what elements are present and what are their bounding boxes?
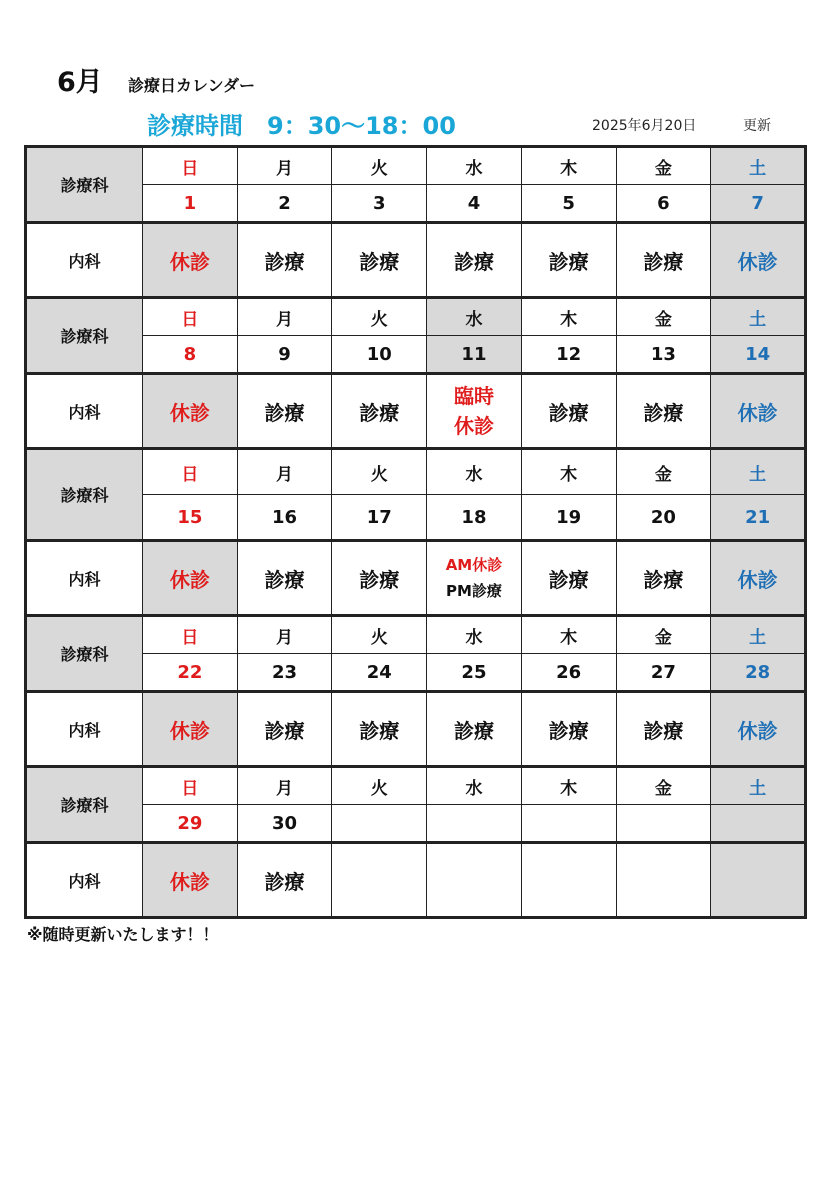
dept-header: 診療科 — [26, 767, 143, 843]
date-cell: 27 — [616, 654, 711, 692]
weekday-mon: 月 — [237, 767, 332, 805]
status-cell — [711, 843, 806, 918]
weekday-fri: 金 — [616, 298, 711, 336]
date-row — [26, 654, 806, 692]
weekday-wed: 水 — [427, 449, 522, 495]
status-cell: 診療 — [332, 374, 427, 449]
date-cell: 3 — [332, 185, 427, 223]
date-cell: 13 — [616, 336, 711, 374]
weekday-wed: 水 — [427, 298, 522, 336]
date-cell: 7 — [711, 185, 806, 223]
date-cell: 17 — [332, 495, 427, 541]
weekday-sat: 土 — [711, 298, 806, 336]
status-cell: 診療 — [521, 223, 616, 298]
dept-name: 内科 — [26, 223, 143, 298]
weekday-sun: 日 — [143, 147, 238, 185]
dept-header: 診療科 — [26, 147, 143, 223]
weekday-wed: 水 — [427, 616, 522, 654]
weekday-tue: 火 — [332, 298, 427, 336]
dept-header: 診療科 — [26, 298, 143, 374]
status-cell: 休診 — [143, 541, 238, 616]
status-cell: 診療 — [616, 692, 711, 767]
status-cell: 診療 — [616, 541, 711, 616]
date-cell: 26 — [521, 654, 616, 692]
clinic-hours: 診療時間 9：30～18：00 — [147, 112, 456, 140]
am-closed-text: AM休診 — [445, 556, 503, 574]
updated-label: 更新 — [743, 118, 771, 134]
status-cell — [616, 843, 711, 918]
weekday-row — [26, 449, 806, 495]
date-cell: 11 — [427, 336, 522, 374]
weekday-tue: 火 — [332, 767, 427, 805]
status-cell: 休診 — [143, 223, 238, 298]
weekday-sun: 日 — [143, 767, 238, 805]
date-cell: 5 — [521, 185, 616, 223]
status-cell: 診療 — [237, 541, 332, 616]
date-cell: 23 — [237, 654, 332, 692]
weekday-row — [26, 147, 806, 185]
weekday-row — [26, 616, 806, 654]
calendar-table — [24, 145, 807, 919]
status-row — [26, 692, 806, 767]
date-cell: 20 — [616, 495, 711, 541]
weekday-tue: 火 — [332, 449, 427, 495]
date-cell: 4 — [427, 185, 522, 223]
status-cell: 診療 — [427, 692, 522, 767]
status-row — [26, 843, 806, 918]
date-cell: 2 — [237, 185, 332, 223]
status-cell: 診療 — [237, 374, 332, 449]
weekday-tue: 火 — [332, 616, 427, 654]
status-cell: 診療 — [237, 692, 332, 767]
date-cell: 16 — [237, 495, 332, 541]
weekday-row — [26, 298, 806, 336]
date-cell: 8 — [143, 336, 238, 374]
weekday-mon: 月 — [237, 616, 332, 654]
weekday-sat: 土 — [711, 147, 806, 185]
status-cell: 診療 — [521, 692, 616, 767]
dept-name: 内科 — [26, 692, 143, 767]
footer-note: ※随時更新いたします！！ — [27, 925, 219, 944]
date-row — [26, 185, 806, 223]
status-cell: 休診 — [143, 692, 238, 767]
date-cell: 28 — [711, 654, 806, 692]
status-cell: 休診 — [711, 374, 806, 449]
pm-open-text: PM診療 — [446, 582, 502, 600]
status-cell — [427, 843, 522, 918]
status-cell: 診療 — [521, 541, 616, 616]
date-row — [26, 336, 806, 374]
weekday-sat: 土 — [711, 767, 806, 805]
weekday-wed: 水 — [427, 767, 522, 805]
date-cell: 25 — [427, 654, 522, 692]
date-cell: 21 — [711, 495, 806, 541]
status-cell: 診療 — [616, 374, 711, 449]
date-cell — [616, 805, 711, 843]
status-cell: 休診 — [143, 843, 238, 918]
status-cell: 診療 — [332, 223, 427, 298]
special-closure-line2: 休診 — [453, 414, 494, 438]
weekday-fri: 金 — [616, 616, 711, 654]
weekday-fri: 金 — [616, 767, 711, 805]
weekday-sun: 日 — [143, 298, 238, 336]
weekday-thu: 木 — [521, 147, 616, 185]
dept-name: 内科 — [26, 843, 143, 918]
status-row — [26, 374, 806, 449]
date-cell — [332, 805, 427, 843]
status-row — [26, 223, 806, 298]
date-cell: 30 — [237, 805, 332, 843]
date-cell: 18 — [427, 495, 522, 541]
weekday-wed: 水 — [427, 147, 522, 185]
weekday-thu: 木 — [521, 616, 616, 654]
weekday-sun: 日 — [143, 449, 238, 495]
date-cell: 9 — [237, 336, 332, 374]
status-cell: 診療 — [427, 223, 522, 298]
weekday-mon: 月 — [237, 449, 332, 495]
special-closure-line1: 臨時 — [453, 384, 494, 408]
status-cell: 診療 — [237, 223, 332, 298]
weekday-sun: 日 — [143, 616, 238, 654]
weekday-thu: 木 — [521, 449, 616, 495]
date-cell: 1 — [143, 185, 238, 223]
status-cell — [332, 843, 427, 918]
weekday-sat: 土 — [711, 616, 806, 654]
date-row — [26, 805, 806, 843]
weekday-mon: 月 — [237, 298, 332, 336]
dept-name: 内科 — [26, 541, 143, 616]
status-cell: 休診 — [711, 692, 806, 767]
status-cell-am-pm — [427, 541, 522, 616]
date-cell: 6 — [616, 185, 711, 223]
weekday-fri: 金 — [616, 147, 711, 185]
date-cell — [711, 805, 806, 843]
status-cell: 休診 — [711, 541, 806, 616]
status-cell: 休診 — [711, 223, 806, 298]
dept-header: 診療科 — [26, 616, 143, 692]
date-cell: 24 — [332, 654, 427, 692]
status-cell: 診療 — [332, 692, 427, 767]
weekday-mon: 月 — [237, 147, 332, 185]
weekday-fri: 金 — [616, 449, 711, 495]
date-cell: 19 — [521, 495, 616, 541]
weekday-sat: 土 — [711, 449, 806, 495]
date-cell: 10 — [332, 336, 427, 374]
date-cell — [521, 805, 616, 843]
dept-header: 診療科 — [26, 449, 143, 541]
month-title: 6月 — [57, 67, 103, 98]
date-cell: 12 — [521, 336, 616, 374]
status-cell — [521, 843, 616, 918]
date-cell — [427, 805, 522, 843]
date-row — [26, 495, 806, 541]
status-cell: 診療 — [237, 843, 332, 918]
status-cell: 診療 — [521, 374, 616, 449]
status-row — [26, 541, 806, 616]
weekday-tue: 火 — [332, 147, 427, 185]
status-cell: 休診 — [143, 374, 238, 449]
status-cell: 診療 — [616, 223, 711, 298]
date-cell: 14 — [711, 336, 806, 374]
date-cell: 15 — [143, 495, 238, 541]
weekday-thu: 木 — [521, 767, 616, 805]
weekday-row — [26, 767, 806, 805]
weekday-thu: 木 — [521, 298, 616, 336]
status-cell-special-closure — [427, 374, 522, 449]
date-cell: 22 — [143, 654, 238, 692]
calendar-title: 診療日カレンダー — [128, 76, 255, 95]
dept-name: 内科 — [26, 374, 143, 449]
updated-date: 2025年6月20日 — [592, 118, 697, 134]
date-cell: 29 — [143, 805, 238, 843]
status-cell: 診療 — [332, 541, 427, 616]
